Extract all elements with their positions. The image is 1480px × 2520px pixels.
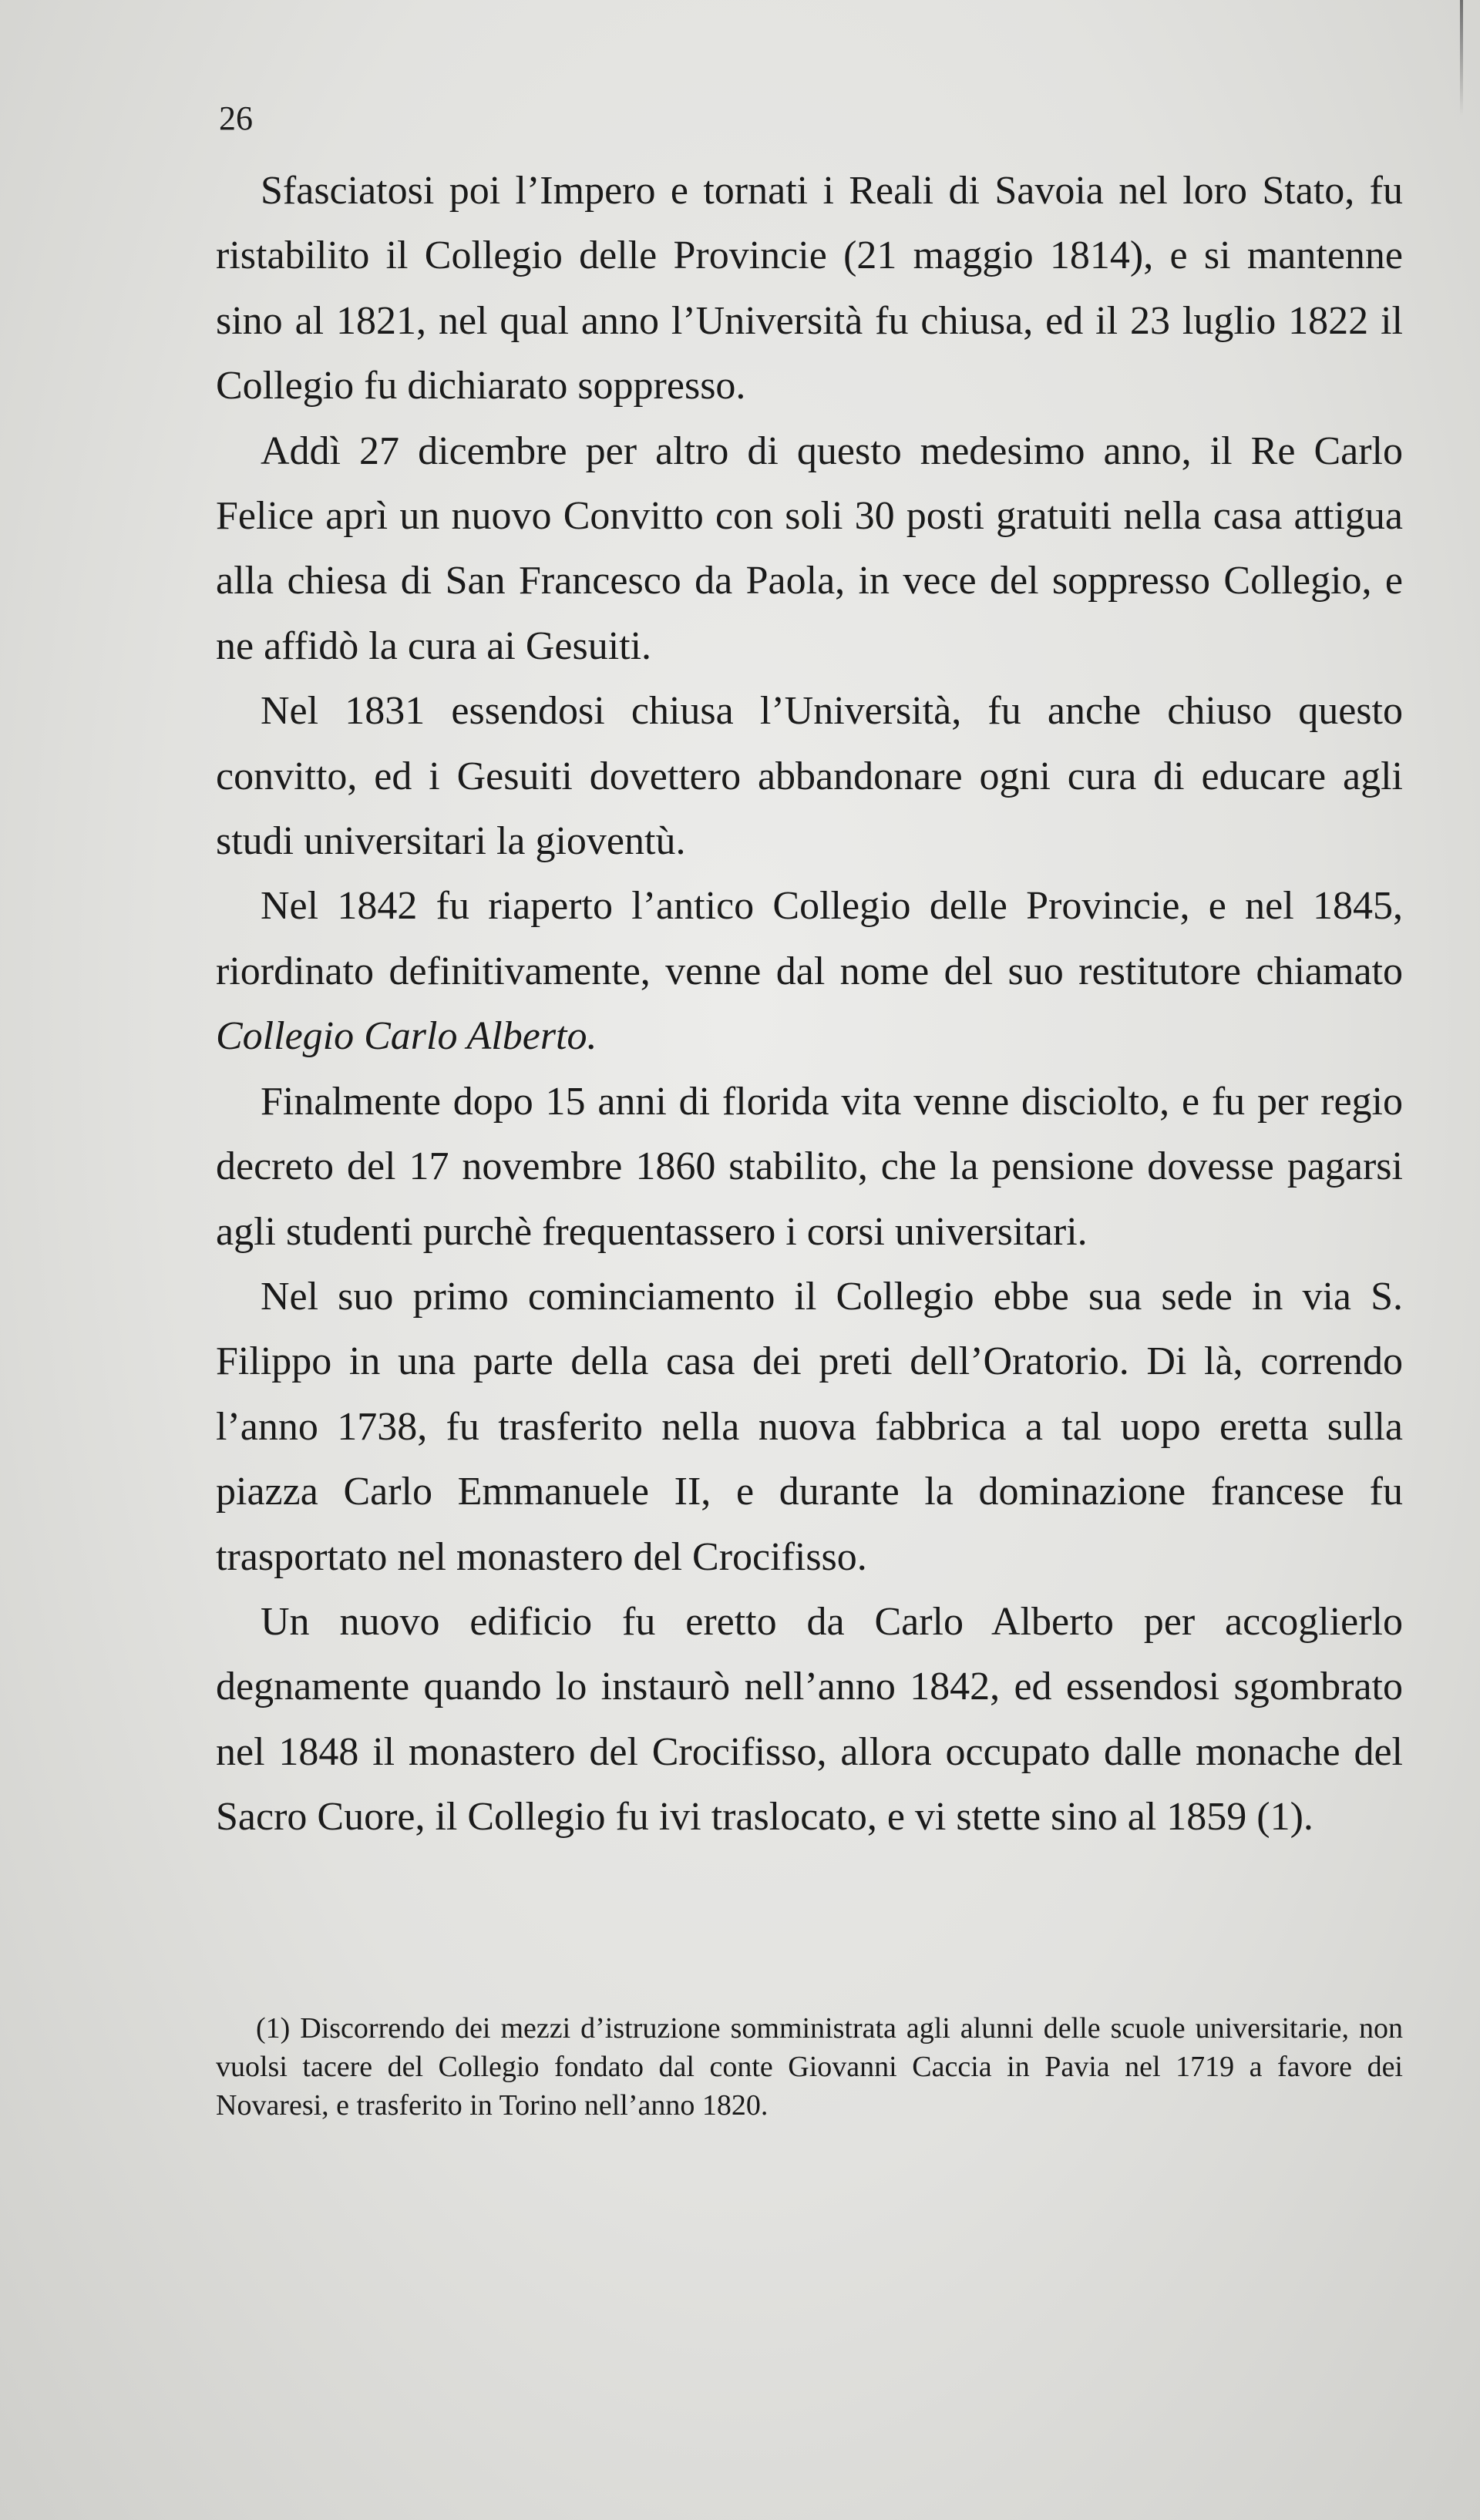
footnote	[216, 2009, 1403, 2125]
paragraph-5: Finalmente dopo 15 anni di florida vita venne disciolto, e fu per regio decreto del 17 novembre 1860 stabilito, che la pensione dovesse pagarsi agli studenti purchè frequentassero i corsi universitari.	[216, 1079, 1403, 1254]
paragraph-6: Nel suo primo cominciamento il Collegio ebbe sua sede in via S. Filippo in una parte della casa dei preti dell’Oratorio. Di là, correndo l’anno 1738, fu trasferito nella nuova fabbrica a tal uopo eretta sulla piazza Carlo Emmanuele II, e durante la dominazione francese fu trasportato nel monastero del Crocifisso.	[216, 1274, 1403, 1579]
page-edge-mark	[1460, 0, 1463, 116]
paragraph-3: Nel 1831 essendosi chiusa l’Università, fu anche chiuso questo convitto, ed i Gesuiti dovettero abbandonare ogni cura di educare agli studi universitari la gioventù.	[216, 689, 1403, 864]
collegio-title-italic: Collegio Carlo Alberto.	[216, 1014, 597, 1059]
body-text	[216, 159, 1403, 1850]
paragraph-2: Addì 27 dicembre per altro di questo medesimo anno, il Re Carlo Felice aprì un nuovo Convitto con soli 30 posti gratuiti nella casa attigua alla chiesa di San Francesco da Paola, in vece del soppresso Collegio, e ne affidò la cura ai Gesuiti.	[216, 428, 1403, 668]
paragraph-4	[216, 874, 1403, 1069]
paragraph-1: Sfasciatosi poi l’Impero e tornati i Reali di Savoia nel loro Stato, fu ristabilito il Collegio delle Provincie (21 maggio 1814), e si mantenne sino al 1821, nel qual anno l’Università fu chiusa, ed il 23 luglio 1822 il Collegio fu dichiarato soppresso.	[216, 169, 1403, 408]
paragraph-7: Un nuovo edificio fu eretto da Carlo Alberto per accoglierlo degnamente quando lo instaurò nell’anno 1842, ed essendosi sgombrato nel 1848 il monastero del Crocifisso, allora occupato dalle monache del Sacro Cuore, il Collegio fu ivi traslocato, e vi stette sino al 1859 (1).	[216, 1599, 1403, 1840]
footnote-text: (1) Discorrendo dei mezzi d’istruzione somministrata agli alunni delle scuole universitarie, non vuolsi tacere del Collegio fondato dal conte Giovanni Caccia in Pavia nel 1719 a favore dei Novaresi, e trasferito in Torino nell’anno 1820.	[216, 2012, 1403, 2122]
page-number: 26	[219, 99, 253, 137]
paragraph-4-text: Nel 1842 fu riaperto l’antico Collegio delle Provincie, e nel 1845, riordinato definitivamente, venne dal nome del suo restitutore chiamato	[216, 884, 1403, 993]
